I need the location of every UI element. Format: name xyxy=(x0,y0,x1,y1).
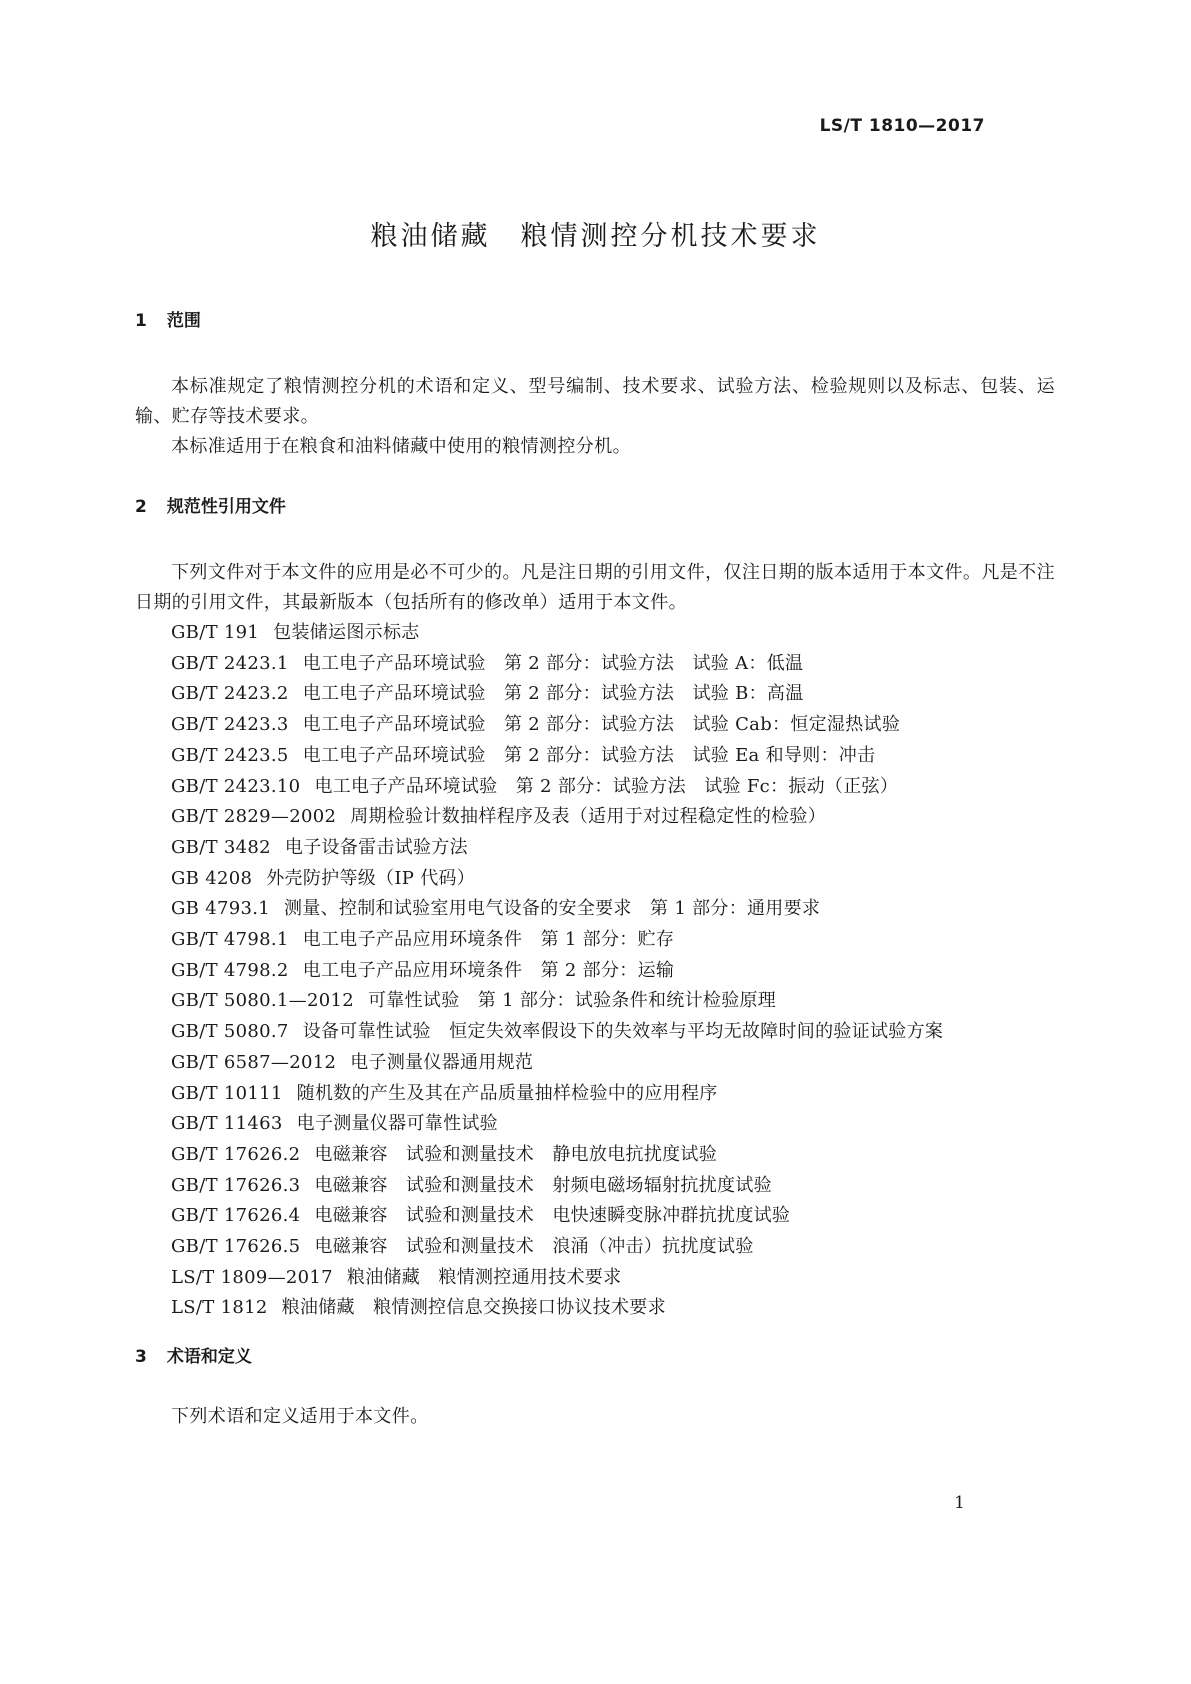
reference-item xyxy=(135,1232,1055,1263)
reference-code: GB/T 17626.2 xyxy=(171,1143,301,1165)
reference-code: GB/T 2423.5 xyxy=(171,744,289,766)
section-number: 1 xyxy=(135,311,147,331)
reference-title: 可靠性试验 第 1 部分：试验条件和统计检验原理 xyxy=(368,990,777,1012)
reference-code: GB/T 2423.10 xyxy=(171,775,301,797)
reference-code: GB/T 17626.3 xyxy=(171,1174,301,1196)
reference-list xyxy=(135,618,1055,1324)
reference-code: GB/T 191 xyxy=(171,622,260,643)
section-3-heading xyxy=(135,1346,1055,1368)
section-title: 范围 xyxy=(166,311,201,331)
reference-title: 包装储运图示标志 xyxy=(273,622,420,643)
reference-code: GB/T 11463 xyxy=(171,1113,283,1135)
reference-item xyxy=(135,864,1055,895)
scope-paragraph: 本标准适用于在粮食和油料储藏中使用的粮情测控分机。 xyxy=(171,436,631,457)
reference-item xyxy=(135,1201,1055,1232)
section-number: 3 xyxy=(135,1347,147,1368)
reference-item xyxy=(135,618,1055,649)
reference-item xyxy=(135,1109,1055,1140)
reference-item xyxy=(135,833,1055,864)
reference-item xyxy=(135,772,1055,803)
reference-title: 电子测量仪器通用规范 xyxy=(350,1051,534,1073)
reference-code: GB/T 6587—2012 xyxy=(171,1051,337,1073)
scope-paragraph: 本标准规定了粮情测控分机的术语和定义、型号编制、技术要求、试验方法、检验规则以及标志、包装、运输、贮存等技术要求。 xyxy=(135,376,1055,427)
reference-item xyxy=(135,649,1055,680)
reference-title: 测量、控制和试验室用电气设备的安全要求 第 1 部分：通用要求 xyxy=(284,898,821,920)
reference-code: GB/T 17626.5 xyxy=(171,1236,301,1258)
page-number: 1 xyxy=(954,1493,965,1513)
reference-item xyxy=(135,741,1055,772)
reference-title: 电磁兼容 试验和测量技术 静电放电抗扰度试验 xyxy=(314,1143,718,1165)
reference-item xyxy=(135,1293,1055,1324)
reference-title: 电子测量仪器可靠性试验 xyxy=(296,1113,498,1135)
document-title: 粮油储藏 粮情测控分机技术要求 xyxy=(370,221,821,252)
reference-item xyxy=(135,679,1055,710)
reference-item xyxy=(135,1263,1055,1294)
reference-title: 电工电子产品环境试验 第 2 部分：试验方法 试验 Ea 和导则：冲击 xyxy=(302,744,876,766)
reference-item xyxy=(135,710,1055,741)
reference-title: 电磁兼容 试验和测量技术 电快速瞬变脉冲群抗扰度试验 xyxy=(314,1205,791,1227)
reference-code: GB/T 5080.1—2012 xyxy=(171,990,354,1012)
reference-code: GB 4793.1 xyxy=(171,898,271,920)
reference-title: 电工电子产品应用环境条件 第 1 部分：贮存 xyxy=(302,929,675,951)
reference-title: 电工电子产品环境试验 第 2 部分：试验方法 试验 Fc：振动（正弦） xyxy=(314,775,899,797)
reference-item xyxy=(135,986,1055,1017)
reference-code: GB/T 4798.1 xyxy=(171,929,289,951)
reference-item xyxy=(135,1048,1055,1079)
terms-intro-paragraph: 下列术语和定义适用于本文件。 xyxy=(171,1406,429,1428)
reference-title: 电工电子产品应用环境条件 第 2 部分：运输 xyxy=(302,959,675,981)
reference-title: 电工电子产品环境试验 第 2 部分：试验方法 试验 A：低温 xyxy=(302,652,804,674)
reference-code: GB/T 17626.4 xyxy=(171,1205,301,1227)
reference-code: GB/T 2423.1 xyxy=(171,652,289,674)
reference-item xyxy=(135,1140,1055,1171)
reference-title: 电磁兼容 试验和测量技术 浪涌（冲击）抗扰度试验 xyxy=(314,1236,754,1258)
reference-code: LS/T 1812 xyxy=(171,1297,268,1319)
reference-title: 设备可靠性试验 恒定失效率假设下的失效率与平均无故障时间的验证试验方案 xyxy=(302,1021,944,1043)
reference-title: 粮油储藏 粮情测控通用技术要求 xyxy=(346,1266,622,1288)
reference-code: GB/T 5080.7 xyxy=(171,1021,289,1043)
section-1-heading xyxy=(135,310,1055,332)
reference-title: 粮油储藏 粮情测控信息交换接口协议技术要求 xyxy=(281,1297,666,1319)
reference-title: 电工电子产品环境试验 第 2 部分：试验方法 试验 B：高温 xyxy=(302,683,804,705)
section-title: 规范性引用文件 xyxy=(166,497,286,517)
reference-item xyxy=(135,925,1055,956)
reference-title: 电工电子产品环境试验 第 2 部分：试验方法 试验 Cab：恒定湿热试验 xyxy=(302,714,901,736)
section-title: 术语和定义 xyxy=(166,1347,252,1368)
section-number: 2 xyxy=(135,497,147,517)
reference-code: GB/T 3482 xyxy=(171,836,271,858)
reference-title: 外壳防护等级（IP 代码） xyxy=(266,867,476,889)
section-2-heading xyxy=(135,496,1055,518)
reference-title: 随机数的产生及其在产品质量抽样检验中的应用程序 xyxy=(296,1082,718,1104)
reference-code: LS/T 1809—2017 xyxy=(171,1266,333,1288)
document-code: LS/T 1810—2017 xyxy=(819,116,985,136)
reference-code: GB 4208 xyxy=(171,867,253,889)
reference-item xyxy=(135,1171,1055,1202)
reference-item xyxy=(135,802,1055,833)
reference-title: 电子设备雷击试验方法 xyxy=(284,836,468,858)
reference-item xyxy=(135,1079,1055,1110)
reference-code: GB/T 4798.2 xyxy=(171,959,289,981)
document-body xyxy=(135,310,1055,1432)
reference-code: GB/T 2423.2 xyxy=(171,683,289,705)
reference-title: 周期检验计数抽样程序及表（适用于对过程稳定性的检验） xyxy=(350,806,827,828)
reference-code: GB/T 2423.3 xyxy=(171,714,289,736)
reference-item xyxy=(135,1017,1055,1048)
reference-code: GB/T 2829—2002 xyxy=(171,806,337,828)
references-intro-paragraph: 下列文件对于本文件的应用是必不可少的。凡是注日期的引用文件，仅注日期的版本适用于本文件。凡是不注日期的引用文件，其最新版本（包括所有的修改单）适用于本文件。 xyxy=(135,562,1055,613)
reference-code: GB/T 10111 xyxy=(171,1082,283,1104)
reference-title: 电磁兼容 试验和测量技术 射频电磁场辐射抗扰度试验 xyxy=(314,1174,772,1196)
reference-item xyxy=(135,956,1055,987)
reference-item xyxy=(135,894,1055,925)
